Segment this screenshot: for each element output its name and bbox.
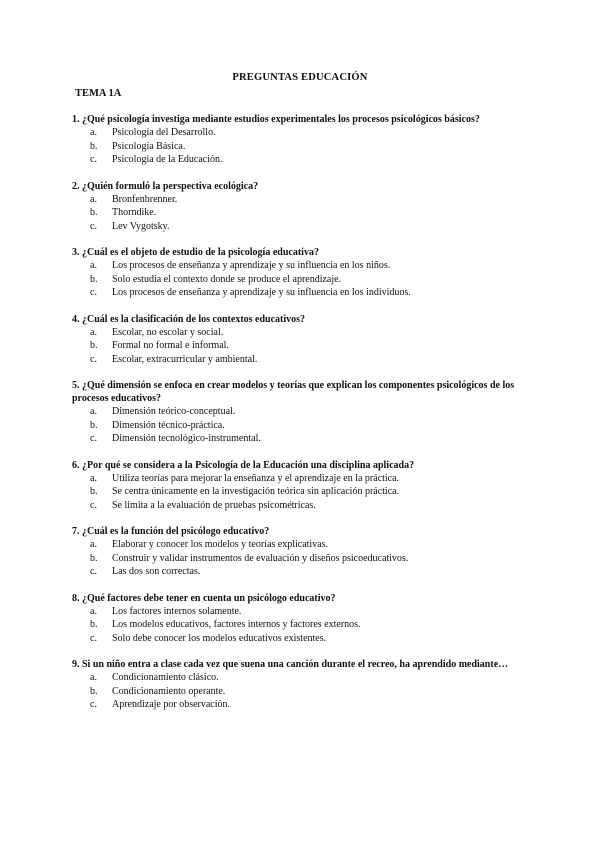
option-text: Las dos son correctas. (112, 566, 201, 577)
option-list (72, 326, 542, 367)
option-text: Lev Vygotsky. (112, 220, 170, 232)
option-text: Condicionamiento clásico. (112, 672, 219, 683)
option-item (72, 552, 542, 566)
question-text: 8. ¿Qué factores debe tener en cuenta un psicólogo educativo? (72, 592, 336, 604)
option-letter: c. (90, 499, 97, 511)
option-text: Formal no formal e informal. (112, 340, 229, 351)
option-text: Los procesos de enseñanza y aprendizaje y su influencia en los individuos. (112, 287, 411, 298)
question-4 (72, 313, 542, 367)
option-text: Aprendizaje por observación. (112, 699, 231, 710)
option-letter: c. (90, 154, 97, 165)
option-item (72, 432, 542, 446)
question-text: 3. ¿Cuál es el objeto de estudio de la psicología educativa? (72, 247, 319, 258)
option-letter: c. (90, 220, 97, 232)
option-letter: b. (90, 486, 98, 497)
option-item (72, 353, 542, 367)
option-text: Los procesos de enseñanza y aprendizaje y su influencia en los niños. (112, 260, 391, 271)
option-item (72, 339, 542, 353)
option-letter: a. (90, 472, 97, 484)
option-item (72, 618, 542, 632)
page-title: PREGUNTAS EDUCACIÓN (232, 72, 368, 83)
option-text: Solo debe conocer los modelos educativos existentes. (112, 632, 327, 644)
question-text: 7. ¿Cuál es la función del psicólogo educativo? (72, 526, 270, 537)
question-6 (72, 459, 542, 513)
option-letter: b. (90, 140, 98, 152)
option-list (72, 259, 542, 300)
option-item (72, 259, 542, 273)
option-letter: c. (90, 353, 97, 365)
question-text: 4. ¿Cuál es la clasificación de los contextos educativos? (72, 313, 306, 325)
question-text: 2. ¿Quién formuló la perspectiva ecológica? (72, 180, 259, 192)
option-text: Los modelos educativos, factores internos y factores externos. (112, 619, 361, 630)
option-letter: b. (90, 552, 98, 564)
option-letter: b. (90, 685, 98, 697)
question-text: 5. ¿Qué dimensión se enfoca en crear modelos y teorías que explican los componentes psicológicos de los procesos educativos? (72, 380, 515, 404)
option-item (72, 286, 542, 300)
option-letter: b. (90, 619, 98, 630)
option-item (72, 698, 542, 712)
option-text: Los factores internos solamente. (112, 605, 242, 617)
option-item (72, 220, 542, 234)
option-item (72, 153, 542, 167)
option-text: Condicionamiento operante. (112, 685, 226, 697)
option-list (72, 405, 542, 446)
section-heading: TEMA 1A (75, 88, 122, 99)
question-text: 6. ¿Por qué se considera a la Psicología de la Educación una disciplina aplicada? (72, 459, 415, 471)
option-item (72, 193, 542, 207)
option-item (72, 605, 542, 619)
option-letter: b. (90, 419, 98, 431)
option-letter: c. (90, 433, 97, 444)
option-letter: c. (90, 566, 97, 577)
option-item (72, 538, 542, 552)
option-item (72, 126, 542, 140)
question-text: 1. ¿Qué psicología investiga mediante estudios experimentales los procesos psicológicos básicos? (72, 114, 480, 125)
question-1 (72, 113, 542, 167)
option-letter: c. (90, 632, 97, 644)
option-list (72, 605, 542, 646)
option-letter: c. (90, 287, 97, 298)
option-letter: b. (90, 273, 98, 285)
option-letter: b. (90, 340, 98, 351)
option-item (72, 273, 542, 287)
option-text: Thorndike. (112, 207, 157, 218)
option-item (72, 671, 542, 685)
option-letter: a. (90, 672, 97, 683)
option-text: Dimensión teórico-conceptual. (112, 406, 236, 417)
question-8 (72, 592, 542, 646)
question-5 (72, 379, 542, 446)
option-item (72, 326, 542, 340)
option-list (72, 538, 542, 579)
option-text: Psicología de la Educación. (112, 154, 223, 165)
option-item (72, 419, 542, 433)
option-text: Se limita a la evaluación de pruebas psicométricas. (112, 499, 316, 511)
question-9 (72, 658, 542, 712)
option-text: Escolar, no escolar y social. (112, 326, 224, 338)
option-letter: a. (90, 127, 97, 138)
option-text: Psicología Básica. (112, 140, 186, 152)
option-text: Escolar, extracurricular y ambiental. (112, 353, 258, 365)
option-item (72, 472, 542, 486)
option-item (72, 499, 542, 513)
question-3 (72, 246, 542, 300)
option-letter: a. (90, 193, 97, 205)
question-2 (72, 180, 542, 234)
option-text: Elaborar y conocer los modelos y teorías explicativas. (112, 539, 329, 550)
option-text: Se centra únicamente en la investigación teórica sin aplicación práctica. (112, 486, 400, 497)
option-text: Solo estudia el contexto donde se produce el aprendizaje. (112, 273, 342, 285)
option-item (72, 685, 542, 699)
option-item (72, 140, 542, 154)
option-text: Psicología del Desarrollo. (112, 127, 216, 138)
option-letter: c. (90, 699, 97, 710)
question-list (72, 113, 542, 725)
option-letter: a. (90, 260, 97, 271)
option-letter: a. (90, 326, 97, 338)
option-item (72, 206, 542, 220)
option-letter: b. (90, 207, 98, 218)
option-text: Utiliza teorías para mejorar la enseñanza y el aprendizaje en la práctica. (112, 472, 400, 484)
option-item (72, 405, 542, 419)
question-7 (72, 525, 542, 579)
option-text: Dimensión técnico-práctica. (112, 419, 225, 431)
question-text: 9. Si un niño entra a clase cada vez que suena una canción durante el recreo, ha aprendido mediante… (72, 659, 509, 670)
option-list (72, 671, 542, 712)
option-list (72, 472, 542, 513)
option-letter: a. (90, 539, 97, 550)
option-item (72, 632, 542, 646)
option-text: Bronfenbrenner. (112, 193, 178, 205)
option-letter: a. (90, 406, 97, 417)
option-text: Dimensión tecnológico-instrumental. (112, 433, 261, 444)
option-text: Construir y validar instrumentos de evaluación y diseños psicoeducativos. (112, 552, 409, 564)
option-list (72, 126, 542, 167)
option-item (72, 565, 542, 579)
option-letter: a. (90, 605, 97, 617)
option-item (72, 485, 542, 499)
option-list (72, 193, 542, 234)
